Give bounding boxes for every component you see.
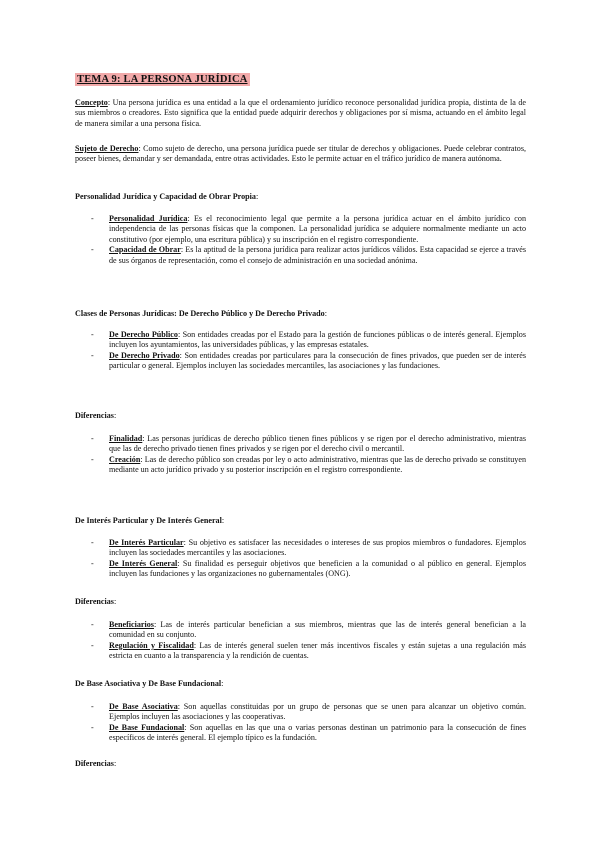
section-list xyxy=(75,702,526,744)
list-item: - Creación: Las de derecho público son creadas por ley o acto administrativo, mientras que las de derecho privado se constituyen mediante un acto jurídico privado y su posterior inscripción en el registro correspondiente. xyxy=(91,454,526,475)
section-list xyxy=(75,538,526,580)
section-list xyxy=(75,330,526,372)
section-heading: Diferencias: xyxy=(75,759,117,768)
concepto-text: : Una persona jurídica es una entidad a la que el ordenamiento jurídico reconoce personalidad jurídica propia, distinta de la de sus miembros o creadores. Esto significa que la entidad puede adquirir derechos y obligaciones por sí misma, actuando en el ámbito legal de manera similar a una persona física. xyxy=(75,98,526,128)
section-list xyxy=(75,214,526,266)
list-item: - Capacidad de Obrar: Es la aptitud de la persona jurídica para realizar actos jurídicos válidos. Esta capacidad se ejerce a través de sus órganos de representación, como el consejo de administración en una sociedad anónima. xyxy=(91,245,526,265)
section-list xyxy=(75,434,526,476)
list-item: - Finalidad: Las personas jurídicas de derecho público tienen fines públicos y se rigen por el derecho administrativo, mientras que las de derecho privado tienen fines privados y se rigen por el derecho civil o mercantil. xyxy=(91,434,526,454)
list-item: - De Derecho Público: Son entidades creadas por el Estado para la gestión de funciones públicas o de interés general. Ejemplos incluyen los ayuntamientos, las universidades públicas, y las empresas estatales. xyxy=(91,330,527,350)
section-heading: Diferencias: xyxy=(75,597,117,606)
page-title: TEMA 9: LA PERSONA JURÍDICA xyxy=(77,74,248,85)
concepto-paragraph xyxy=(75,98,526,129)
sujeto-paragraph xyxy=(75,144,526,165)
list-item: - De Base Fundacional: Son aquellas en las que una o varias personas destinan un patrimonio para la consecución de fines específicos de interés general. El ejemplo típico es la fundación. xyxy=(91,722,526,743)
list-item: - De Base Asociativa: Son aquellas constituidas por un grupo de personas que se unen para alcanzar un objetivo común. Ejemplos incluyen las asociaciones y las cooperativas. xyxy=(91,702,526,722)
section-heading: De Base Asociativa y De Base Fundacional: xyxy=(75,679,224,688)
sujeto-text: : Como sujeto de derecho, una persona jurídica puede ser titular de derechos y obligaciones. Puede celebrar contratos, poseer bienes, demandar y ser demandada, entre otras actividades. Esto le permite actuar en el tráfico jurídico de manera autónoma. xyxy=(75,144,526,164)
concepto-label: Concepto xyxy=(75,98,108,107)
section-heading: Personalidad Jurídica y Capacidad de Obrar Propia: xyxy=(75,192,259,201)
list-item: - De Interés Particular: Su objetivo es satisfacer las necesidades o intereses de sus propios miembros o fundadores. Ejemplos incluyen las sociedades mercantiles y las asociaciones. xyxy=(91,538,526,558)
list-item: - Beneficiarios: Las de interés particular benefician a sus miembros, mientras que las de interés general benefician a la comunidad en su conjunto. xyxy=(91,620,526,640)
section-heading: Clases de Personas Jurídicas: De Derecho Público y De Derecho Privado: xyxy=(75,309,327,318)
section-heading: Diferencias: xyxy=(75,411,117,420)
list-item: - Regulación y Fiscalidad: Las de interés general suelen tener más incentivos fiscales y están sujetas a una regulación más estricta en cuanto a la transparencia y la rendición de cuentas. xyxy=(91,640,526,661)
list-item: - Personalidad Jurídica: Es el reconocimiento legal que permite a la persona jurídica actuar en el ámbito jurídico con independencia de las personas físicas que la componen. La personalidad jurídica se adquiere normalmente mediante un acto constitutivo (por ejemplo, una escritura pública) y su inscripción en el registro correspondiente. xyxy=(91,214,526,244)
list-item: - De Interés General: Su finalidad es perseguir objetivos que beneficien a la comunidad o al público en general. Ejemplos incluyen las fundaciones y las organizaciones no gubernamentales (ONG). xyxy=(91,558,526,579)
section-heading: De Interés Particular y De Interés General: xyxy=(75,516,225,525)
list-item: - De Derecho Privado: Son entidades creadas por particulares para la consecución de fines privados, que pueden ser de interés particular o general. Ejemplos incluyen las sociedades mercantiles, las asociaciones y las fundaciones. xyxy=(91,350,526,371)
section-list xyxy=(75,620,526,662)
sujeto-label: Sujeto de Derecho xyxy=(75,144,139,153)
